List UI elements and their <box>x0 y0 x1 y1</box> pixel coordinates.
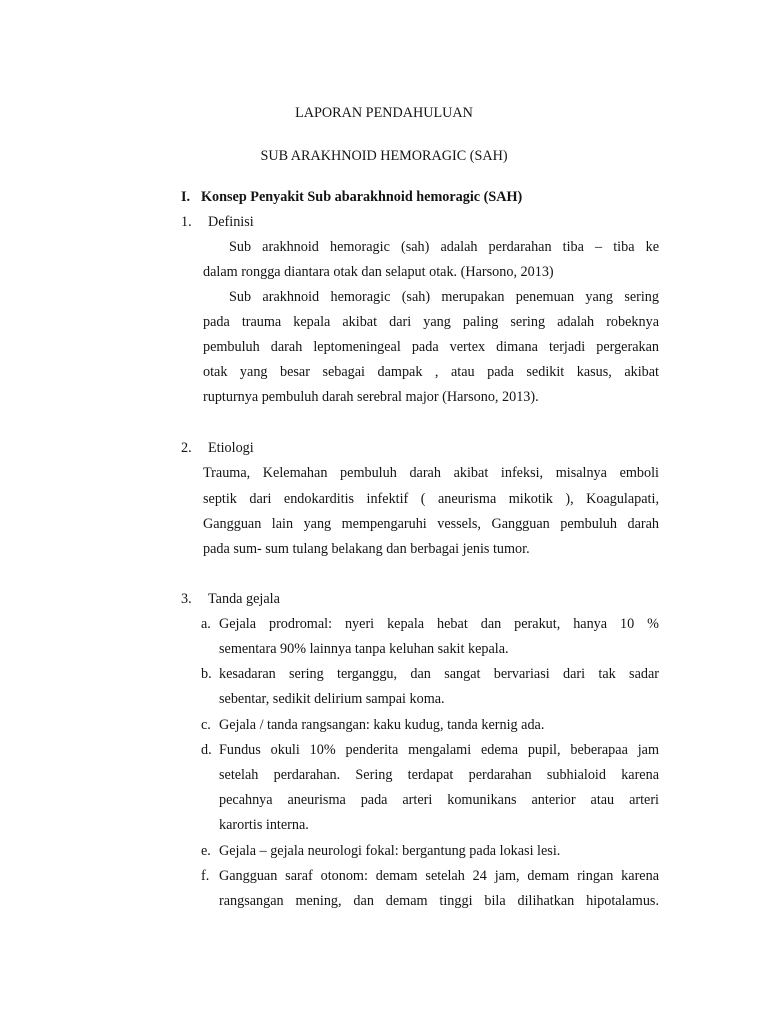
document-subtitle: SUB ARAKHNOID HEMORAGIC (SAH) <box>260 148 508 164</box>
list-item-d-line-2: setelah perdarahan. Sering terdapat perdarahan subhialoid karena <box>219 767 659 783</box>
list-item-a-line-1: Gejala prodromal: nyeri kepala hebat dan perakut, hanya 10 % <box>219 616 659 632</box>
etiologi-line-2: septik dari endokarditis infektif ( aneurisma mikotik ), Koagulapati, <box>203 491 659 507</box>
definisi-number: 1. <box>181 214 192 230</box>
list-item-b-line-1: kesadaran sering terganggu, dan sangat bervariasi dari tak sadar <box>219 666 659 682</box>
definisi-heading: Definisi <box>208 214 254 230</box>
definisi-p2-line-5: rupturnya pembuluh darah serebral major (Harsono, 2013). <box>203 389 539 405</box>
list-item-c-line-1: Gejala / tanda rangsangan: kaku kudug, tanda kernig ada. <box>219 717 545 733</box>
tanda-heading: Tanda gejala <box>208 591 280 607</box>
list-item-f-line-1: Gangguan saraf otonom: demam setelah 24 jam, demam ringan karena <box>219 868 659 884</box>
list-item-d-line-1: Fundus okuli 10% penderita mengalami edema pupil, beberapaa jam <box>219 742 659 758</box>
tanda-number: 3. <box>181 591 192 607</box>
definisi-p2-line-2: pada trauma kepala akibat dari yang paling sering adalah robeknya <box>203 314 659 330</box>
definisi-p2-line-1: Sub arakhnoid hemoragic (sah) merupakan penemuan yang sering <box>229 289 659 305</box>
etiologi-number: 2. <box>181 440 192 456</box>
etiologi-line-4: pada sum- sum tulang belakang dan berbagai jenis tumor. <box>203 541 530 557</box>
definisi-p1-line-2: dalam rongga diantara otak dan selaput otak. (Harsono, 2013) <box>203 264 554 280</box>
definisi-p2-line-3: pembuluh darah leptomeningeal pada vertex dimana terjadi pergerakan <box>203 339 659 355</box>
etiologi-heading: Etiologi <box>208 440 254 456</box>
document-title: LAPORAN PENDAHULUAN <box>295 105 473 121</box>
etiologi-line-1: Trauma, Kelemahan pembuluh darah akibat infeksi, misalnya emboli <box>203 465 659 481</box>
list-item-c-letter: c. <box>201 717 211 733</box>
list-item-e-letter: e. <box>201 843 211 859</box>
list-item-b-line-2: sebentar, sedikit delirium sampai koma. <box>219 691 445 707</box>
list-item-f-line-2: rangsangan mening, dan demam tinggi bila dilihatkan hipotalamus. <box>219 893 659 909</box>
list-item-d-line-4: karortis interna. <box>219 817 309 833</box>
etiologi-line-3: Gangguan lain yang mempengaruhi vessels, Gangguan pembuluh darah <box>203 516 659 532</box>
list-item-b-letter: b. <box>201 666 212 682</box>
definisi-p1-line-1: Sub arakhnoid hemoragic (sah) adalah perdarahan tiba – tiba ke <box>229 239 659 255</box>
list-item-a-line-2: sementara 90% lainnya tanpa keluhan sakit kepala. <box>219 641 509 657</box>
list-item-f-letter: f. <box>201 868 210 884</box>
definisi-p2-line-4: otak yang besar sebagai dampak , atau pada sedikit kasus, akibat <box>203 364 659 380</box>
list-item-d-line-3: pecahnya aneurisma pada arteri komunikans anterior atau arteri <box>219 792 659 808</box>
list-item-d-letter: d. <box>201 742 212 758</box>
list-item-a-letter: a. <box>201 616 211 632</box>
section-number: I. <box>181 189 191 205</box>
list-item-e-line-1: Gejala – gejala neurologi fokal: bergantung pada lokasi lesi. <box>219 843 561 859</box>
section-heading: Konsep Penyakit Sub abarakhnoid hemoragic (SAH) <box>201 189 523 205</box>
